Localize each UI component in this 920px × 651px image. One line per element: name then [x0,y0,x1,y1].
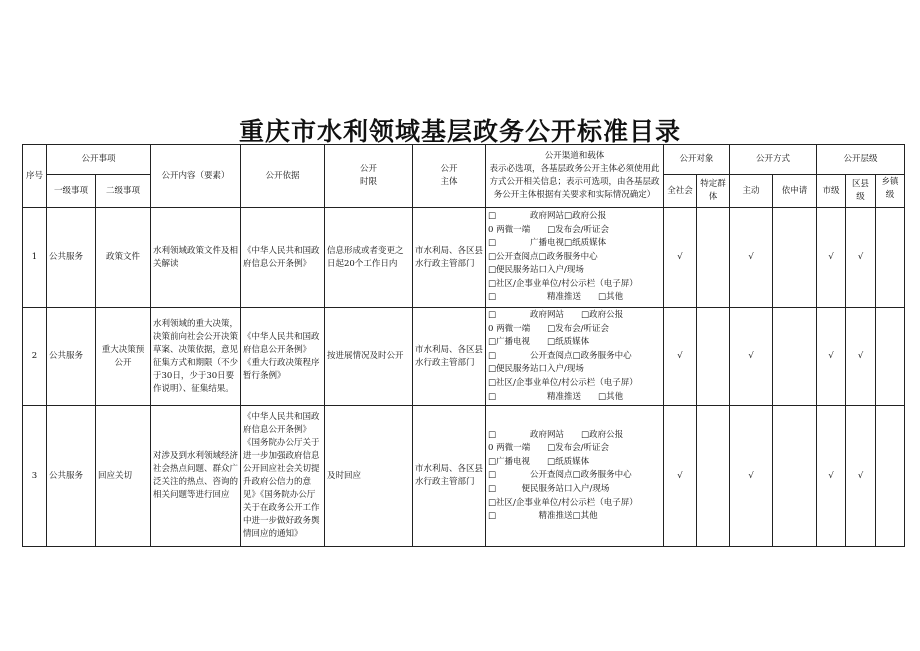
row-mode-request-check [773,208,817,308]
row-content: 水利领域政策文件及相关解读 [151,208,241,308]
row-seq: 3 [23,406,47,547]
row-level-town-check [876,406,905,547]
row-target-specific-check [697,308,730,406]
channel-line: □ 政府网站□政府公报 [488,210,607,221]
channel-line: □ 公开查阅点□政务服务中心 [488,350,632,361]
header-level-district: 区县级 [846,175,876,208]
header-level2: 二级事项 [96,175,151,208]
channel-line: □ 精准推送 □其他 [488,391,624,402]
header-basis: 公开依据 [241,145,325,208]
row-seq: 2 [23,308,47,406]
row-target-all-check: √ [664,308,697,406]
header-level1: 一级事项 [47,175,96,208]
channel-line: 0 两微一端 □发布会/听证会 [488,224,610,235]
channel-line: □公开查阅点□政务服务中心 [488,251,598,262]
row-target-specific-check [697,406,730,547]
page-title: 重庆市水利领域基层政务公开标准目录 [238,117,681,146]
row-mode-active-check: √ [730,208,773,308]
row-period: 及时回应 [325,406,413,547]
row-basis: 《中华人民共和国政府信息公开条例》《重大行政决策程序暂行条例》 [241,308,325,406]
header-target: 公开对象 [664,145,730,175]
row-level-town-check [876,208,905,308]
channel-line: □广播电视 □纸质媒体 [488,337,590,348]
channel-line: □便民服务站口入户/现场 [488,265,584,276]
row-period: 信息形成或者变更之日起20个工作日内 [325,208,413,308]
row-target-all-check: √ [664,406,697,547]
channel-line: □便民服务站口入户/现场 [488,364,584,375]
header-level: 公开层级 [817,145,905,175]
row-subject: 市水利局、各区县水行政主管部门 [413,406,486,547]
header-level-town: 乡镇级 [876,175,905,208]
row-content: 水利领域的重大决策，决策前向社会公开决策草案、决策依据，意见征集方式和期限（不少于30日，少于30日要作说明）、征集结果。 [151,308,241,406]
row-level2: 政策文件 [96,208,151,308]
row-level-city-check: √ [817,406,846,547]
row-mode-active-check: √ [730,308,773,406]
channel-line: □ 广播电视□纸质媒体 [488,238,607,249]
row-mode-request-check [773,308,817,406]
table-row [23,208,905,308]
row-level-town-check [876,308,905,406]
row-level1: 公共服务 [47,208,96,308]
channel-line: □ 公开查阅点□政务服务中心 [488,470,632,481]
channel-line: □社区/企事业单位/村公示栏（电子屏） [488,278,638,289]
channel-line: □ 政府网站 □政府公报 [488,310,624,320]
header-period: 公开 时限 [325,145,413,208]
row-subject: 市水利局、各区县水行政主管部门 [413,208,486,308]
header-target-all: 全社会 [664,175,697,208]
row-level-city-check: √ [817,208,846,308]
row-channels [486,208,664,308]
row-mode-request-check [773,406,817,547]
table-row [23,406,905,547]
row-level-district-check: √ [846,208,876,308]
row-target-specific-check [697,208,730,308]
row-level1: 公共服务 [47,406,96,547]
header-content: 公开内容（要素） [151,145,241,208]
row-basis: 《中华人民共和国政府信息公开条例》 [241,208,325,308]
catalog-table [22,144,905,547]
row-target-all-check: √ [664,208,697,308]
header-subject: 公开 主体 [413,145,486,208]
row-subject: 市水利局、各区县水行政主管部门 [413,308,486,406]
row-content: 对涉及到水利领域经济社会热点问题、群众广泛关注的热点、咨询的相关问题等进行回应 [151,406,241,547]
row-channels [486,406,664,547]
channel-line: □ 便民服务站口入户/现场 [488,483,610,494]
header-row-1 [23,145,905,175]
row-level2: 回应关切 [96,406,151,547]
header-seq: 序号 [23,145,47,208]
header-target-specific: 特定群体 [697,175,730,208]
row-level-district-check: √ [846,406,876,547]
channel-line: 0 两微一端 □发布会/听证会 [488,443,610,454]
channel-line: □ 精准推送 □其他 [488,292,624,303]
row-basis: 《中华人民共和国政府信息公开条例》《国务院办公厅关于进一步加强政府信息公开回应社会关切提升政府公信力的意见》《国务院办公厅关于在政务公开工作中进一步做好政务舆情回应的通知》 [241,406,325,547]
table-row [23,308,905,406]
channel-line: □社区/企事业单位/村公示栏（电子屏） [488,497,638,508]
row-period: 按进展情况及时公开 [325,308,413,406]
channel-line: □广播电视 □纸质媒体 [488,456,590,467]
row-level2: 重大决策预公开 [96,308,151,406]
header-channel: 公开渠道和载体 表示必选项，各基层政务公开主体必须使用此方式公开相关信息；表示可选项，由各基层政务公开主体根据有关要求和实际情况确定） [486,145,664,208]
channel-line: □ 精准推送□其他 [488,511,598,522]
header-items: 公开事项 [47,145,151,175]
channel-line: □ 政府网站 □政府公报 [488,429,624,440]
row-level1: 公共服务 [47,308,96,406]
header-level-city: 市级 [817,175,846,208]
row-channels [486,308,664,406]
header-mode: 公开方式 [730,145,817,175]
row-seq: 1 [23,208,47,308]
channel-line: 0 两微一端 □发布会/听证会 [488,323,610,334]
row-level-city-check: √ [817,308,846,406]
header-mode-active: 主动 [730,175,773,208]
header-mode-request: 依申请 [773,175,817,208]
row-mode-active-check: √ [730,406,773,547]
channel-line: □社区/企事业单位/村公示栏（电子屏） [488,377,638,388]
row-level-district-check: √ [846,308,876,406]
